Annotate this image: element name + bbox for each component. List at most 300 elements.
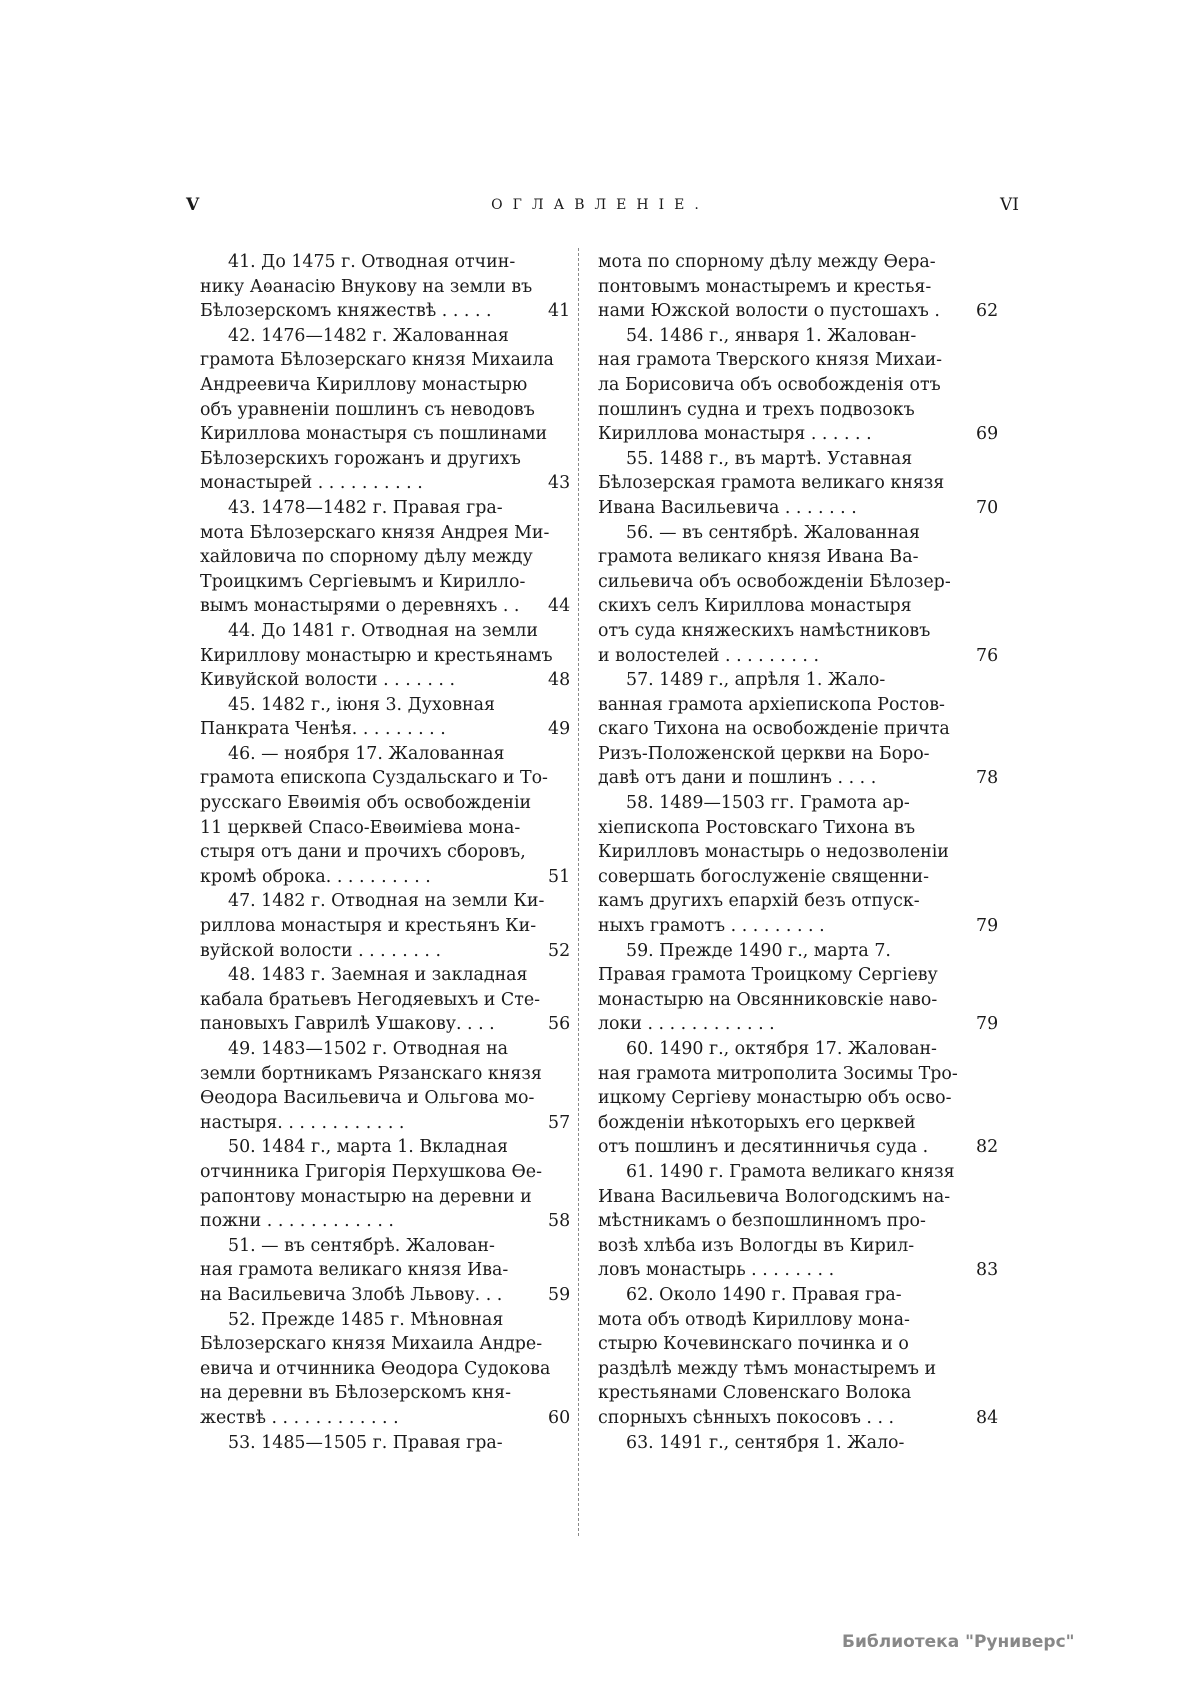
toc-line-text: 45. 1482 г., іюня 3. Духовная xyxy=(228,694,495,715)
toc-page-number xyxy=(548,963,578,988)
toc-page-number xyxy=(976,570,1016,595)
toc-line-text: русскаго Евѳимія объ освобожденіи xyxy=(200,793,532,814)
toc-line-text: хіепископа Ростовскаго Тихона въ xyxy=(598,817,916,838)
toc-line-text: мѣстникамъ о безпошлинномъ про- xyxy=(598,1211,926,1232)
toc-entry-start-line xyxy=(598,1283,950,1308)
toc-line xyxy=(598,1381,950,1406)
toc-line xyxy=(200,275,532,300)
toc-line-text: скаго Тихона на освобожденіе причта xyxy=(598,719,950,740)
toc-page-number: 57 xyxy=(548,1112,571,1133)
toc-line-text: ла Борисовича объ освобожденія отъ xyxy=(598,374,941,395)
toc-line-text: Бѣлозерскихъ горожанъ и другихъ xyxy=(200,448,521,469)
toc-page-number xyxy=(976,717,1016,742)
toc-page-number xyxy=(976,1357,1016,1382)
toc-page-number xyxy=(548,275,578,300)
toc-line xyxy=(200,1258,532,1283)
toc-page-number xyxy=(976,1332,1016,1357)
toc-page-number xyxy=(548,447,578,472)
toc-entry-start-line xyxy=(598,1037,950,1062)
toc-entry-start-line xyxy=(598,447,950,472)
toc-line-text: объ уравненіи пошлинъ съ неводовъ xyxy=(200,399,535,420)
toc-page-number xyxy=(548,1086,578,1111)
page-title: ОГЛАВЛЕНІЕ. xyxy=(491,197,709,213)
toc-page-number xyxy=(548,496,578,521)
toc-entry-start-line xyxy=(200,889,545,914)
toc-line-text: Троицкимъ Сергіевымъ и Кирилло- xyxy=(200,571,526,592)
toc-entry-start-line xyxy=(598,668,950,693)
toc-page-number xyxy=(548,889,578,914)
toc-line-text: спорныхъ сѣнныхъ покосовъ . . . xyxy=(598,1407,895,1428)
toc-page-number xyxy=(976,889,1016,914)
toc-line-text: 41. До 1475 г. Отводная отчин- xyxy=(228,252,516,272)
toc-line-text: 52. Прежде 1485 г. Мѣновная xyxy=(228,1309,504,1330)
toc-entry-start-line xyxy=(200,1234,532,1259)
toc-line-text: Кирилловъ монастырь о недозволеніи xyxy=(598,842,949,863)
toc-line xyxy=(598,742,950,767)
toc-line xyxy=(200,1332,543,1357)
toc-line-text: 51. — въ сентябрѣ. Жалован- xyxy=(228,1235,495,1256)
toc-line xyxy=(598,348,950,373)
toc-line-text: Кириллову монастырю и крестьянамъ xyxy=(200,645,553,666)
toc-line xyxy=(200,840,532,865)
toc-line xyxy=(598,496,950,521)
toc-line xyxy=(598,717,950,742)
toc-line-text: сильевича объ освобожденіи Бѣлозер- xyxy=(598,571,951,592)
toc-line-text: 58. 1489—1503 гг. Грамота ар- xyxy=(626,793,910,814)
toc-page-number xyxy=(976,742,1016,767)
toc-entry-start-line xyxy=(598,1431,950,1456)
toc-line-text: настыря. . . . . . . . . . . . xyxy=(200,1112,405,1133)
toc-page-number xyxy=(548,619,578,644)
toc-line-text: Бѣлозерскомъ княжествѣ . . . . . xyxy=(200,301,492,322)
toc-line xyxy=(200,447,532,472)
toc-page-number xyxy=(976,963,1016,988)
toc-page-number xyxy=(548,521,578,546)
toc-page-number: 82 xyxy=(976,1137,999,1158)
toc-line-text: жествѣ . . . . . . . . . . . . xyxy=(200,1407,399,1428)
toc-line-text: Андреевича Кириллову монастырю xyxy=(200,374,528,395)
toc-line-text: земли бортникамъ Рязанскаго князя xyxy=(200,1063,542,1084)
toc-page-number xyxy=(548,840,578,865)
toc-page-number xyxy=(976,1209,1016,1234)
toc-line xyxy=(598,644,950,669)
toc-line xyxy=(598,299,950,324)
toc-line xyxy=(598,545,950,570)
toc-page-number xyxy=(548,250,578,275)
toc-line-text: на Васильевича Злобѣ Львову. . . xyxy=(200,1284,503,1305)
toc-line-text: совершать богослуженіе священни- xyxy=(598,866,929,887)
toc-line xyxy=(598,1234,950,1259)
toc-line-text: пожни . . . . . . . . . . . . xyxy=(200,1211,394,1232)
toc-line-text: кромѣ оброка. . . . . . . . . . xyxy=(200,866,431,887)
toc-line-text: Бѣлозерская грамота великаго князя xyxy=(598,473,945,494)
toc-page-number xyxy=(548,1381,578,1406)
toc-line-text: ловъ монастырь . . . . . . . . xyxy=(598,1260,835,1281)
toc-page-number: 58 xyxy=(548,1211,571,1232)
toc-page-number xyxy=(548,988,578,1013)
toc-right-column xyxy=(598,250,958,1455)
toc-line-text: 54. 1486 г., января 1. Жалован- xyxy=(626,325,917,346)
toc-line xyxy=(200,939,532,964)
toc-page-number xyxy=(976,471,1016,496)
toc-line-text: Панкрата Ченѣя. . . . . . . . . xyxy=(200,719,446,740)
toc-line-text: 46. — ноября 17. Жалованная xyxy=(228,743,505,764)
toc-page-number: 44 xyxy=(548,596,571,617)
toc-line-text: мота по спорному дѣлу между Ѳера- xyxy=(598,252,936,272)
toc-line-text: 59. Прежде 1490 г., марта 7. xyxy=(626,940,891,961)
toc-page-number xyxy=(976,840,1016,865)
toc-line-text: понтовымъ монастыремъ и крестья- xyxy=(598,276,932,297)
toc-line xyxy=(200,717,532,742)
toc-page-number xyxy=(548,816,578,841)
toc-line-text: 42. 1476—1482 г. Жалованная xyxy=(228,325,509,346)
toc-page-number: 49 xyxy=(548,719,571,740)
toc-line xyxy=(200,865,532,890)
toc-page-number xyxy=(976,1086,1016,1111)
toc-line-text: 63. 1491 г., сентября 1. Жало- xyxy=(626,1432,905,1453)
toc-line-text: Ивана Васильевича . . . . . . . xyxy=(598,497,857,518)
toc-line-text: 47. 1482 г. Отводная на земли Ки- xyxy=(228,891,545,912)
toc-entry-start-line xyxy=(200,324,532,349)
toc-line-text: грамота Бѣлозерскаго князя Михаила xyxy=(200,350,554,371)
toc-line-text: монастырю на Овсянниковскіе наво- xyxy=(598,989,938,1010)
toc-line xyxy=(200,594,532,619)
toc-line-text: ная грамота Тверского князя Михаи- xyxy=(598,350,943,371)
toc-line-text: Кириллова монастыря . . . . . . xyxy=(598,424,872,445)
toc-line-text: мота Бѣлозерскаго князя Андрея Ми- xyxy=(200,522,550,543)
toc-line xyxy=(598,1185,950,1210)
toc-line xyxy=(200,471,532,496)
toc-line-text: давѣ отъ дани и пошлинъ . . . . xyxy=(598,768,877,789)
toc-page-number xyxy=(548,324,578,349)
toc-line-text: пошлинъ судна и трехъ подвозокъ xyxy=(598,399,915,420)
toc-page-number: 59 xyxy=(548,1284,571,1305)
toc-line xyxy=(598,1308,950,1333)
toc-page-number xyxy=(976,545,1016,570)
toc-page-number xyxy=(976,1234,1016,1259)
toc-page-number xyxy=(548,1234,578,1259)
toc-line-text: Бѣлозерскаго князя Михаила Андре- xyxy=(200,1334,543,1355)
toc-line-text: 57. 1489 г., апрѣля 1. Жало- xyxy=(626,670,886,691)
toc-line xyxy=(598,816,950,841)
toc-page-number xyxy=(976,791,1016,816)
toc-line xyxy=(598,693,950,718)
toc-page-number: 79 xyxy=(976,916,999,937)
toc-page-number: 43 xyxy=(548,473,571,494)
toc-entry-start-line xyxy=(200,1431,532,1456)
toc-line xyxy=(598,1062,958,1087)
toc-entry-start-line xyxy=(200,250,532,275)
toc-entry-start-line xyxy=(598,791,950,816)
toc-page-number xyxy=(976,1062,1016,1087)
toc-line xyxy=(200,1160,542,1185)
toc-page-number: 69 xyxy=(976,424,999,445)
toc-page-number: 51 xyxy=(548,866,571,887)
toc-line xyxy=(200,988,541,1013)
toc-page-number xyxy=(548,422,578,447)
toc-page-number xyxy=(548,791,578,816)
toc-line-text: вымъ монастырями о деревняхъ . . xyxy=(200,596,520,617)
toc-line-text: кабала братьевъ Негодяевыхъ и Сте- xyxy=(200,989,541,1010)
toc-line xyxy=(598,1258,950,1283)
toc-page-number xyxy=(548,1135,578,1160)
toc-line xyxy=(200,1062,542,1087)
toc-line xyxy=(598,865,950,890)
toc-line-text: 61. 1490 г. Грамота великаго князя xyxy=(626,1161,955,1182)
toc-page-number: 78 xyxy=(976,768,999,789)
toc-line-text: 50. 1484 г., марта 1. Вкладная xyxy=(228,1137,509,1158)
toc-line xyxy=(598,1135,950,1160)
toc-line xyxy=(598,570,950,595)
toc-line xyxy=(598,619,950,644)
toc-page-number xyxy=(976,668,1016,693)
column-divider xyxy=(578,248,579,1536)
toc-line xyxy=(200,545,532,570)
toc-line-text: Ризъ-Положенской церкви на Боро- xyxy=(598,743,930,764)
toc-page-number: 62 xyxy=(976,301,999,322)
toc-line-text: монастырей . . . . . . . . . . xyxy=(200,473,423,494)
toc-page-number xyxy=(548,693,578,718)
toc-line-text: 44. До 1481 г. Отводная на земли xyxy=(228,620,539,641)
toc-line xyxy=(200,570,532,595)
toc-page-number: 41 xyxy=(548,301,571,322)
toc-line-text: стыря отъ дани и прочихъ сборовъ, xyxy=(200,842,526,863)
toc-page-number xyxy=(548,914,578,939)
toc-page-number: 84 xyxy=(976,1407,999,1428)
toc-line xyxy=(200,398,535,423)
toc-line-text: крестьянами Словенскаго Волока xyxy=(598,1383,912,1404)
toc-page-number xyxy=(976,1283,1016,1308)
toc-page-number xyxy=(548,348,578,373)
toc-page-number xyxy=(548,742,578,767)
toc-line xyxy=(598,1406,950,1431)
toc-line-text: 48. 1483 г. Заемная и закладная xyxy=(228,965,528,986)
toc-page-number xyxy=(976,398,1016,423)
toc-line-text: на деревни въ Бѣлозерскомъ кня- xyxy=(200,1383,511,1404)
toc-page-number xyxy=(976,865,1016,890)
toc-line-text: отъ пошлинъ и десятинничья суда . xyxy=(598,1137,929,1158)
toc-entry-start-line xyxy=(200,693,532,718)
toc-line xyxy=(598,1332,950,1357)
toc-line xyxy=(598,275,950,300)
toc-page-number xyxy=(976,594,1016,619)
toc-line-text: ныхъ грамотъ . . . . . . . . . xyxy=(598,916,825,937)
toc-line-text: ная грамота митрополита Зосимы Тро- xyxy=(598,1063,958,1084)
toc-page-number xyxy=(548,766,578,791)
toc-page-number xyxy=(976,373,1016,398)
toc-page-number xyxy=(548,1062,578,1087)
toc-line-text: божденіи нѣкоторыхъ его церквей xyxy=(598,1112,916,1133)
toc-line xyxy=(200,1209,532,1234)
toc-line-text: грамота епископа Суздальскаго и То- xyxy=(200,768,548,789)
toc-line-text: Кириллова монастыря съ пошлинами xyxy=(200,424,548,445)
toc-line-text: Ивана Васильевича Вологодскимъ на- xyxy=(598,1186,951,1207)
toc-line-text: и волостелей . . . . . . . . . xyxy=(598,645,819,666)
toc-line xyxy=(598,840,950,865)
toc-line-text: риллова монастыря и крестьянъ Ки- xyxy=(200,916,537,937)
toc-page-number xyxy=(548,570,578,595)
toc-entry-start-line xyxy=(598,939,950,964)
toc-line xyxy=(200,1086,535,1111)
toc-line-text: нику Аѳанасію Внукову на земли въ xyxy=(200,276,533,297)
toc-line xyxy=(200,791,532,816)
toc-page-number xyxy=(548,1431,578,1456)
toc-line xyxy=(598,1086,950,1111)
toc-line xyxy=(200,1406,532,1431)
toc-page-number xyxy=(976,1037,1016,1062)
toc-page-number xyxy=(976,1160,1016,1185)
toc-page-number xyxy=(976,324,1016,349)
toc-line-text: Правая грамота Троицкому Сергіеву xyxy=(598,965,938,986)
toc-line xyxy=(598,988,950,1013)
page-header xyxy=(0,195,1200,225)
toc-line-text: 43. 1478—1482 г. Правая гра- xyxy=(228,497,503,518)
toc-line-text: камъ другихъ епархій безъ отпуск- xyxy=(598,891,920,912)
toc-line xyxy=(598,471,950,496)
toc-line xyxy=(200,1111,532,1136)
toc-page-number xyxy=(976,275,1016,300)
toc-line xyxy=(598,594,950,619)
toc-page-number xyxy=(548,1160,578,1185)
toc-line xyxy=(200,1185,532,1210)
toc-entry-start-line xyxy=(598,521,950,546)
toc-page-number: 79 xyxy=(976,1014,999,1035)
toc-line-text: раздѣлѣ между тѣмъ монастыремъ и xyxy=(598,1358,937,1379)
toc-line-text: грамота великаго князя Ивана Ва- xyxy=(598,547,919,568)
folio-left: V xyxy=(186,195,200,215)
toc-line-text: 60. 1490 г., октября 17. Жалован- xyxy=(626,1039,937,1059)
toc-page-number xyxy=(548,373,578,398)
toc-line-text: нами Южской волости о пустошахъ . xyxy=(598,301,940,322)
toc-line-text: стырю Кочевинскаго починка и о xyxy=(598,1334,909,1355)
toc-line-text: 62. Около 1490 г. Правая гра- xyxy=(626,1284,902,1305)
toc-line xyxy=(200,1283,532,1308)
toc-line xyxy=(200,1012,532,1037)
toc-page-number xyxy=(548,1332,578,1357)
toc-line xyxy=(598,1012,950,1037)
toc-line xyxy=(200,373,532,398)
toc-line-text: мота объ отводѣ Кириллову мона- xyxy=(598,1309,910,1330)
toc-line-text: евича и отчинника Ѳеодора Судокова xyxy=(200,1358,551,1379)
toc-line-text: отъ суда княжескихъ намѣстниковъ xyxy=(598,620,931,641)
toc-line-text: локи . . . . . . . . . . . . xyxy=(598,1014,775,1035)
toc-page-number xyxy=(548,1308,578,1333)
toc-line xyxy=(598,1209,950,1234)
toc-page-number xyxy=(976,1381,1016,1406)
toc-line-text: возѣ хлѣба изъ Вологды въ Кирил- xyxy=(598,1235,915,1256)
toc-page-number xyxy=(548,1037,578,1062)
toc-line xyxy=(598,963,950,988)
toc-left-page-numbers xyxy=(548,250,578,1455)
toc-page-number: 83 xyxy=(976,1260,999,1281)
toc-line xyxy=(598,889,950,914)
toc-line-text: 49. 1483—1502 г. Отводная на xyxy=(228,1039,509,1059)
toc-entry-start-line xyxy=(200,963,532,988)
toc-page-number: 52 xyxy=(548,940,571,961)
toc-line-text: 53. 1485—1505 г. Правая гра- xyxy=(228,1432,503,1453)
toc-line-text: вуйской волости . . . . . . . . xyxy=(200,940,441,961)
toc-line xyxy=(200,1381,532,1406)
toc-page-number xyxy=(976,619,1016,644)
toc-right-page-numbers xyxy=(976,250,1016,1455)
toc-page-number xyxy=(548,1357,578,1382)
toc-page-number xyxy=(548,1258,578,1283)
toc-page-number xyxy=(976,521,1016,546)
toc-line xyxy=(598,1357,950,1382)
toc-page-number xyxy=(976,988,1016,1013)
toc-line-text: Кивуйской волости . . . . . . . xyxy=(200,670,455,691)
toc-line-text: рапонтову монастырю на деревни и xyxy=(200,1186,532,1207)
toc-line-text: Ѳеодора Васильевича и Ольгова мо- xyxy=(200,1088,535,1109)
toc-page-number xyxy=(976,1111,1016,1136)
toc-entry-start-line xyxy=(200,496,532,521)
folio-right: VI xyxy=(1000,195,1019,215)
toc-line-text: ванная грамота архіепископа Ростов- xyxy=(598,694,945,715)
toc-page-number xyxy=(548,545,578,570)
toc-entry-start-line xyxy=(200,1135,532,1160)
toc-page-number xyxy=(548,1185,578,1210)
toc-page-number xyxy=(976,250,1016,275)
toc-line xyxy=(598,766,950,791)
toc-line xyxy=(598,398,950,423)
toc-page-number: 56 xyxy=(548,1014,571,1035)
toc-line-text: скихъ селъ Кириллова монастыря xyxy=(598,596,912,617)
toc-line xyxy=(200,914,537,939)
toc-page-number xyxy=(976,348,1016,373)
toc-line xyxy=(200,816,532,841)
toc-line xyxy=(598,422,950,447)
toc-line xyxy=(200,766,548,791)
toc-line-text: ицкому Сергіеву монастырю объ осво- xyxy=(598,1088,952,1109)
toc-line-text: хайловича по спорному дѣлу между xyxy=(200,547,533,568)
toc-page-number xyxy=(976,1185,1016,1210)
toc-line-text: 56. — въ сентябрѣ. Жалованная xyxy=(626,522,920,543)
toc-entry-start-line xyxy=(200,1308,532,1333)
toc-line xyxy=(200,644,553,669)
toc-line xyxy=(200,521,550,546)
toc-line-text: ная грамота великаго князя Ива- xyxy=(200,1260,509,1281)
toc-page-number xyxy=(976,447,1016,472)
toc-line xyxy=(200,348,554,373)
toc-page-number xyxy=(976,1308,1016,1333)
toc-page-number xyxy=(976,1431,1016,1456)
toc-line-text: 55. 1488 г., въ мартѣ. Уставная xyxy=(626,448,913,469)
toc-line xyxy=(200,668,532,693)
toc-page-number: 48 xyxy=(548,670,571,691)
toc-entry-start-line xyxy=(200,742,532,767)
toc-entry-start-line xyxy=(200,619,539,644)
toc-left-column xyxy=(200,250,554,1455)
toc-page-number: 70 xyxy=(976,497,999,518)
toc-line xyxy=(598,1111,950,1136)
toc-entry-start-line xyxy=(200,1037,532,1062)
toc-line xyxy=(200,1357,551,1382)
toc-line xyxy=(200,422,548,447)
toc-line-text: пановыхъ Гаврилѣ Ушакову. . . . xyxy=(200,1014,495,1035)
toc-line xyxy=(598,373,950,398)
toc-page-number: 76 xyxy=(976,645,999,666)
toc-entry-start-line xyxy=(598,1160,955,1185)
toc-line xyxy=(598,250,950,275)
toc-page-number xyxy=(976,939,1016,964)
toc-page-number xyxy=(548,398,578,423)
toc-page-number: 60 xyxy=(548,1407,571,1428)
toc-line-text: 11 церквей Спасо-Евѳиміева мона- xyxy=(200,817,521,838)
toc-page-number xyxy=(548,644,578,669)
toc-line-text: отчинника Григорія Перхушкова Ѳе- xyxy=(200,1161,542,1182)
toc-page-number xyxy=(976,693,1016,718)
toc-line xyxy=(598,914,950,939)
